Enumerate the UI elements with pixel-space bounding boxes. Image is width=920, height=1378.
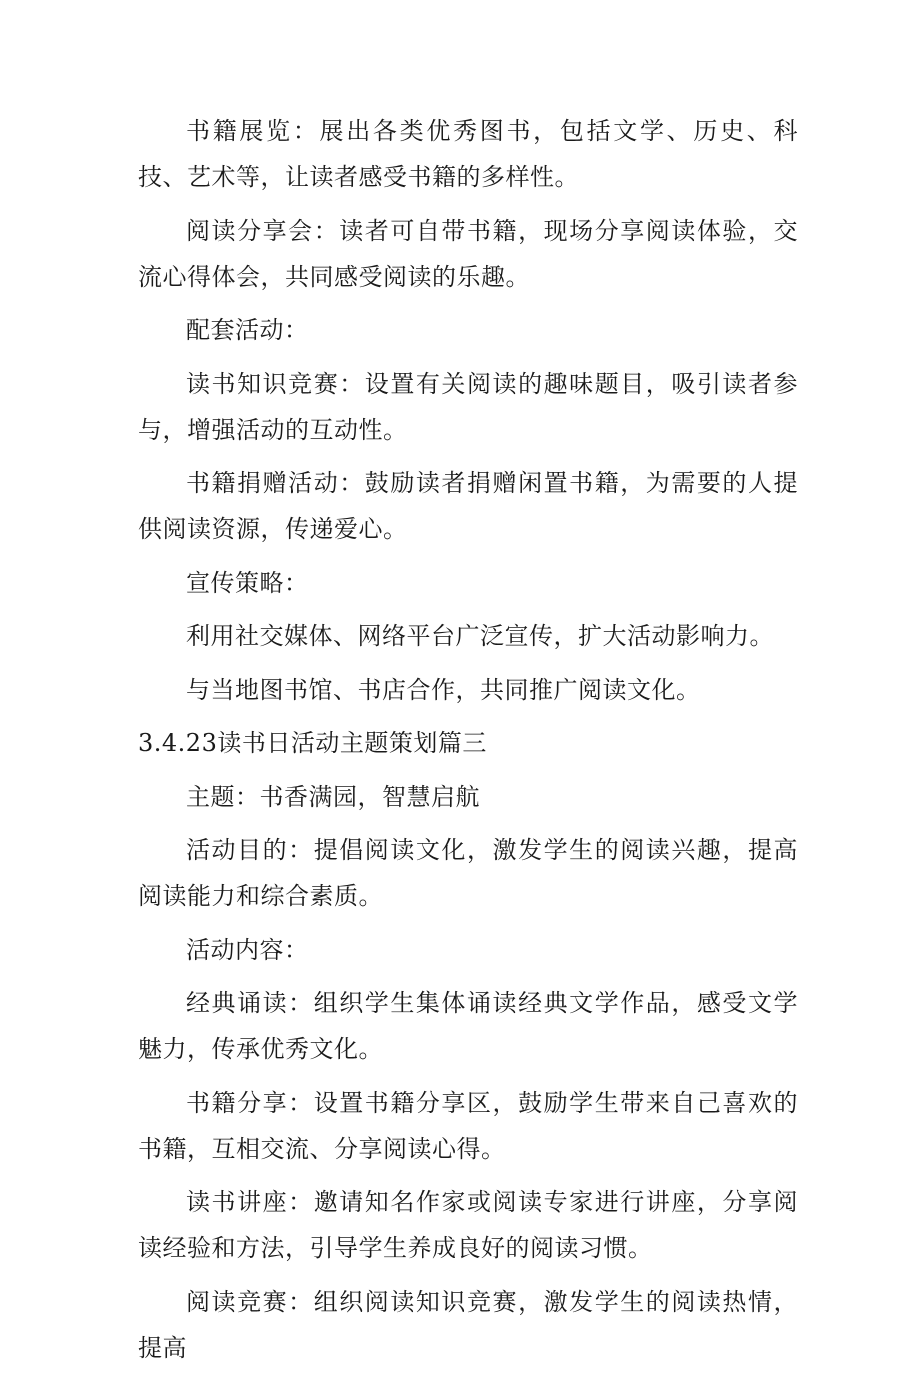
paragraph-supporting-activities: 配套活动：	[186, 316, 309, 344]
paragraph-book-donation: 书籍捐赠活动：鼓励读者捐赠闲置书籍，为需要的人提供阅读资源，传递爱心。	[138, 469, 798, 543]
document-body	[138, 108, 798, 1378]
paragraph-knowledge-contest: 读书知识竞赛：设置有关阅读的趣味题目，吸引读者参与，增强活动的互动性。	[138, 369, 798, 444]
paragraph-theme: 主题：书香满园，智慧启航	[186, 782, 480, 811]
paragraph-reading-lecture: 读书讲座：邀请知名作家或阅读专家进行讲座，分享阅读经验和方法，引导学生养成良好的阅读习惯。	[138, 1188, 798, 1262]
paragraph-promotion-strategy: 宣传策略：	[186, 568, 309, 597]
paragraph-reading-sharing: 阅读分享会：读者可自带书籍，现场分享阅读体验，交流心得体会，共同感受阅读的乐趣。	[138, 216, 798, 291]
paragraph-library-cooperation: 与当地图书馆、书店合作，共同推广阅读文化。	[186, 675, 701, 704]
paragraph-activity-content: 活动内容：	[186, 935, 309, 964]
paragraph-social-media: 利用社交媒体、网络平台广泛宣传，扩大活动影响力。	[186, 622, 774, 650]
paragraph-reading-competition: 阅读竞赛：组织阅读知识竞赛，激发学生的阅读热情，提高	[138, 1287, 798, 1362]
paragraph-book-exhibition: 书籍展览：展出各类优秀图书，包括文学、历史、科技、艺术等，让读者感受书籍的多样性。	[138, 117, 798, 191]
section-heading: 3.4.23读书日活动主题策划篇三	[138, 729, 487, 757]
paragraph-classic-reading: 经典诵读：组织学生集体诵读经典文学作品，感受文学魅力，传承优秀文化。	[138, 989, 798, 1063]
paragraph-activity-purpose: 活动目的：提倡阅读文化，激发学生的阅读兴趣，提高阅读能力和综合素质。	[138, 836, 798, 910]
paragraph-book-sharing: 书籍分享：设置书籍分享区，鼓励学生带来自己喜欢的书籍，互相交流、分享阅读心得。	[138, 1088, 798, 1163]
